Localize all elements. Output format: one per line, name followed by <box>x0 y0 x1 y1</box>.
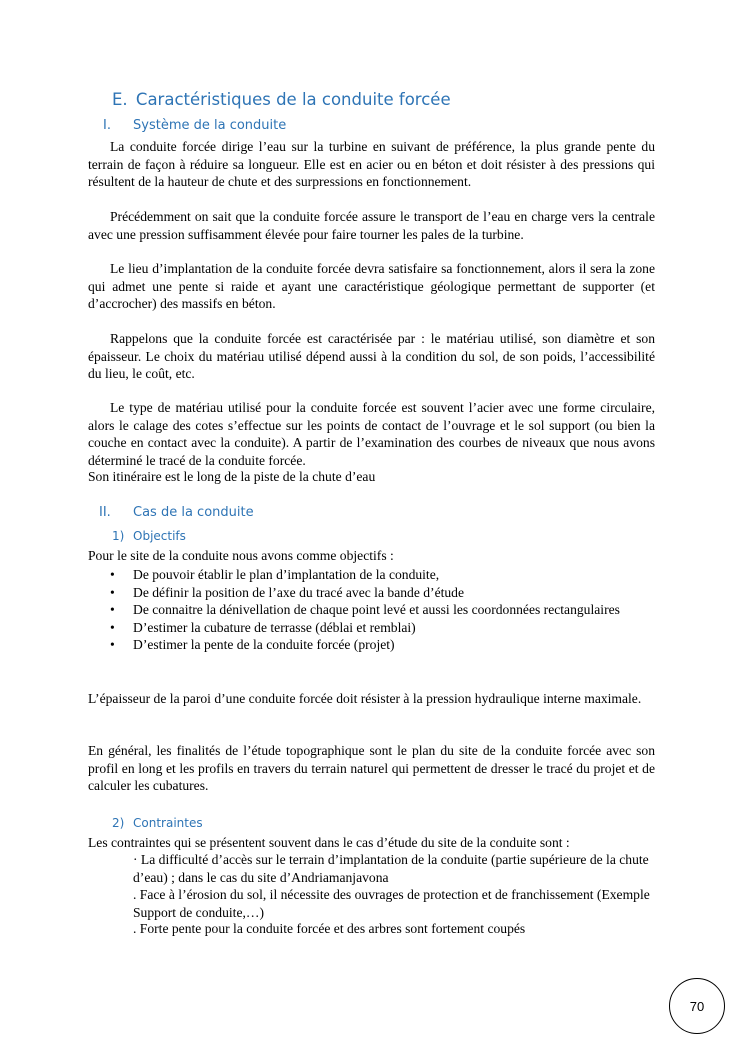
bullet-icon: • <box>110 584 115 600</box>
contraintes-number: 2) <box>112 816 125 830</box>
page-number: 70 <box>689 998 705 1014</box>
list-item-text: De pouvoir établir le plan d’implantation de la conduite, <box>133 567 440 582</box>
list-item-text: De connaitre la dénivellation de chaque point levé et aussi les coordonnées rectangulaires <box>133 602 620 618</box>
paragraph-4: Rappelons que la conduite forcée est caractérisée par : le matériau utilisé, son diamètre et son épaisseur. Le choix du matériau utilisé dépend aussi à la condition du sol, de son poids, l’accessibilité du lieu, le coût, etc. <box>88 331 655 382</box>
contraintes-title: Contraintes <box>133 816 203 830</box>
objectifs-number: 1) <box>112 529 125 543</box>
page-number-badge <box>669 978 725 1034</box>
paragraph-1: La conduite forcée dirige l’eau sur la turbine en suivant de préférence, la plus grande pente du terrain de façon à réduire sa longueur. Elle est en acier ou en béton et doit résister à des pressions qui résultent de la hauteur de chute et des surpressions en fonctionnement. <box>88 139 655 190</box>
bullet-icon: • <box>110 602 115 618</box>
section-e-title: E. Caractéristiques de la conduite forcée <box>112 90 451 109</box>
list-item-text: De définir la position de l’axe du tracé avec la bande d’étude <box>133 584 465 600</box>
list-item <box>88 584 655 602</box>
list-item-text: D’estimer la pente de la conduite forcée (projet) <box>133 637 395 653</box>
section-i-heading <box>103 118 286 133</box>
objectifs-heading <box>112 529 186 543</box>
objectifs-title: Objectifs <box>133 529 186 543</box>
bullet-icon: • <box>110 637 115 653</box>
paragraph-2: Précédemment on sait que la conduite forcée assure le transport de l’eau en charge vers la centrale avec une pression suffisamment élevée pour faire tourner les pales de la turbine. <box>88 209 655 242</box>
list-item <box>88 566 655 584</box>
section-i-title: Système de la conduite <box>133 118 287 133</box>
objectifs-intro: Pour le site de la conduite nous avons comme objectifs : <box>88 548 394 563</box>
section-i-number: I. <box>103 118 111 133</box>
objectifs-list <box>88 566 655 654</box>
list-item <box>88 636 655 654</box>
section-ii-heading <box>99 505 254 520</box>
paragraph-3: Le lieu d’implantation de la conduite forcée devra satisfaire sa fonctionnement, alors il sera la zone qui admet une pente si raide et ayant une caractéristique géologique permettant de supporter (et d’accrocher) des massifs en béton. <box>88 261 655 312</box>
finalites-paragraph: En général, les finalités de l’étude topographique sont le plan du site de la conduite forcée avec son profil en long et les profils en travers du terrain naturel qui permettent de dresser le tracé du projet et de calculer les cubatures. <box>88 743 655 794</box>
contraintes-intro: Les contraintes qui se présentent souvent dans le cas d’étude du site de la conduite sont : <box>88 835 570 850</box>
section-ii-number: II. <box>99 505 111 520</box>
contrainte-item-2: . Face à l’érosion du sol, il nécessite des ouvrages de protection et de franchissement (Exemple Support de conduite,…) <box>133 887 650 920</box>
section-ii-title: Cas de la conduite <box>133 505 254 520</box>
contrainte-item-3: . Forte pente pour la conduite forcée et des arbres sont fortement coupés <box>133 921 526 936</box>
contrainte-item-1: · La difficulté d’accès sur le terrain d’implantation de la conduite (partie supérieure de la chute d’eau) ; dans le cas du site d’Andriamanjavona <box>133 852 649 885</box>
bullet-icon: • <box>110 619 115 635</box>
paroi-paragraph: L’épaisseur de la paroi d’une conduite forcée doit résister à la pression hydraulique interne maximale. <box>88 691 642 706</box>
contraintes-heading <box>112 816 203 830</box>
list-item-text: D’estimer la cubature de terrasse (déblai et remblai) <box>133 619 416 635</box>
list-item <box>88 619 655 637</box>
bullet-icon: • <box>110 567 115 582</box>
paragraph-5: Le type de matériau utilisé pour la conduite forcée est souvent l’acier avec une forme circulaire, alors le calage des cotes s’effectue sur les points de contact de l’ouvrage et le sol support (ou bien la couche en contact avec la conduite). A partir de l’examination des courbes de niveaux que nous avons déterminé le tracé de la conduite forcée. <box>88 400 655 468</box>
list-item <box>88 601 655 619</box>
itinerary-line: Son itinéraire est le long de la piste de la chute d’eau <box>88 469 376 484</box>
